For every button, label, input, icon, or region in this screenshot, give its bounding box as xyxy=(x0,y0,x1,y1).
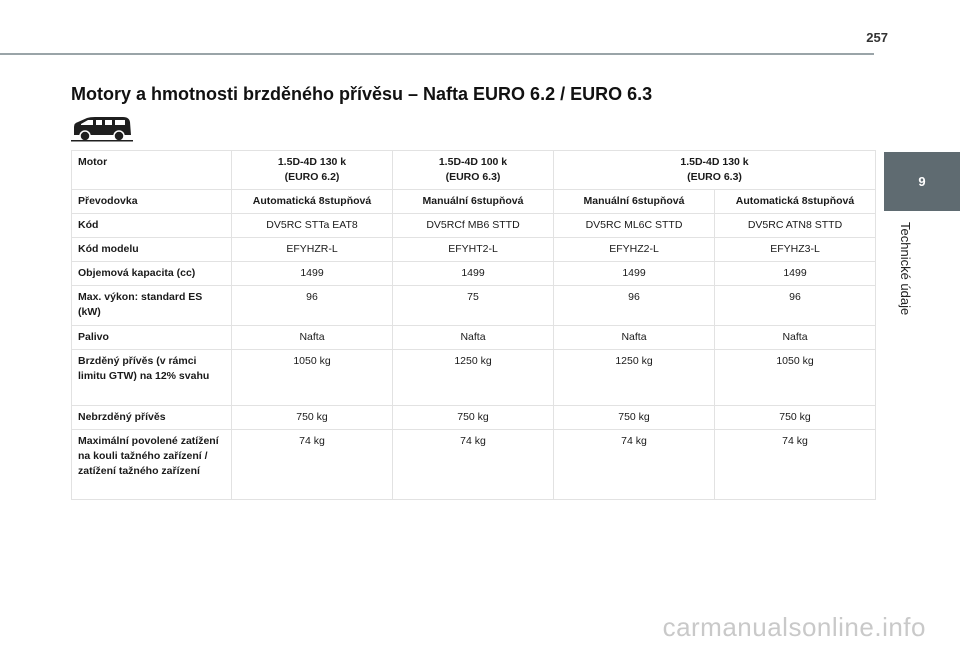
table-cell: DV5RC ATN8 STTD xyxy=(715,214,876,238)
page-number: 257 xyxy=(866,30,888,45)
table-header-row xyxy=(72,151,876,190)
table-row xyxy=(72,238,876,262)
header-label: Motor xyxy=(72,151,232,190)
row-label: Brzděný přívěs (v rámci limitu GTW) na 12% svahu xyxy=(72,350,232,406)
engine-name: 1.5D-4D 130 k xyxy=(277,156,347,168)
row-label: Kód modelu xyxy=(72,238,232,262)
row-label: Nebrzděný přívěs xyxy=(72,406,232,430)
table-cell: Nafta xyxy=(232,326,393,350)
table-row xyxy=(72,190,876,214)
page-title: Motory a hmotnosti brzděného přívěsu – Nafta EURO 6.2 / EURO 6.3 xyxy=(71,84,653,104)
table-cell: 96 xyxy=(554,286,715,326)
table-cell: Automatická 8stupňová xyxy=(232,190,393,214)
table-cell: 96 xyxy=(232,286,393,326)
table-cell: 1050 kg xyxy=(715,350,876,406)
table-cell: DV5RCf MB6 STTD xyxy=(393,214,554,238)
table-cell: Manuální 6stupňová xyxy=(554,190,715,214)
table-row xyxy=(72,262,876,286)
table-cell: 1050 kg xyxy=(232,350,393,406)
table-cell: 74 kg xyxy=(232,430,393,500)
table-cell: 75 xyxy=(393,286,554,326)
table-cell: DV5RC ML6C STTD xyxy=(554,214,715,238)
table-cell: EFYHZ2-L xyxy=(554,238,715,262)
table-row xyxy=(72,326,876,350)
engine-norm: (EURO 6.3) xyxy=(445,171,501,183)
top-rule xyxy=(0,53,874,55)
engine-group-header xyxy=(232,151,393,190)
table-cell: 750 kg xyxy=(232,406,393,430)
engine-specs-table xyxy=(71,150,876,500)
table-row xyxy=(72,430,876,500)
table-row xyxy=(72,406,876,430)
engine-group-header xyxy=(393,151,554,190)
table-cell: 750 kg xyxy=(715,406,876,430)
table-row xyxy=(72,350,876,406)
table-cell: Nafta xyxy=(715,326,876,350)
table-cell: EFYHZR-L xyxy=(232,238,393,262)
row-label: Maximální povolené zatížení na kouli tažného zařízení / zatížení tažného zařízení xyxy=(72,430,232,500)
engine-name: 1.5D-4D 130 k xyxy=(680,156,749,168)
table-cell: 1250 kg xyxy=(393,350,554,406)
table-cell: 96 xyxy=(715,286,876,326)
table-cell: 750 kg xyxy=(554,406,715,430)
table-cell: Automatická 8stupňová xyxy=(715,190,876,214)
van-icon xyxy=(71,114,133,144)
table-cell: 74 kg xyxy=(393,430,554,500)
table-cell: 1499 xyxy=(715,262,876,286)
chapter-number: 9 xyxy=(918,174,926,189)
table-cell: DV5RC STTa EAT8 xyxy=(232,214,393,238)
table-cell: 74 kg xyxy=(554,430,715,500)
row-label: Převodovka xyxy=(72,190,232,214)
table-cell: EFYHT2-L xyxy=(393,238,554,262)
table-cell: 750 kg xyxy=(393,406,554,430)
table-row xyxy=(72,286,876,326)
engine-norm: (EURO 6.2) xyxy=(284,171,340,183)
table-cell: 1250 kg xyxy=(554,350,715,406)
row-label: Objemová kapacita (cc) xyxy=(72,262,232,286)
row-label: Max. výkon: standard ES (kW) xyxy=(72,286,232,326)
row-label: Kód xyxy=(72,214,232,238)
table-cell: 1499 xyxy=(393,262,554,286)
watermark: carmanualsonline.info xyxy=(662,612,926,642)
engine-group-header xyxy=(554,151,876,190)
engine-norm: (EURO 6.3) xyxy=(687,171,742,183)
table-cell: EFYHZ3-L xyxy=(715,238,876,262)
chapter-tab[interactable] xyxy=(884,152,960,211)
table-cell: 1499 xyxy=(232,262,393,286)
table-cell: Nafta xyxy=(554,326,715,350)
table-cell: Manuální 6stupňová xyxy=(393,190,554,214)
table-cell: Nafta xyxy=(393,326,554,350)
table-cell: 1499 xyxy=(554,262,715,286)
engine-name: 1.5D-4D 100 k xyxy=(438,156,508,168)
table-row xyxy=(72,214,876,238)
row-label: Palivo xyxy=(72,326,232,350)
table-cell: 74 kg xyxy=(715,430,876,500)
chapter-label: Technické údaje xyxy=(898,222,913,316)
